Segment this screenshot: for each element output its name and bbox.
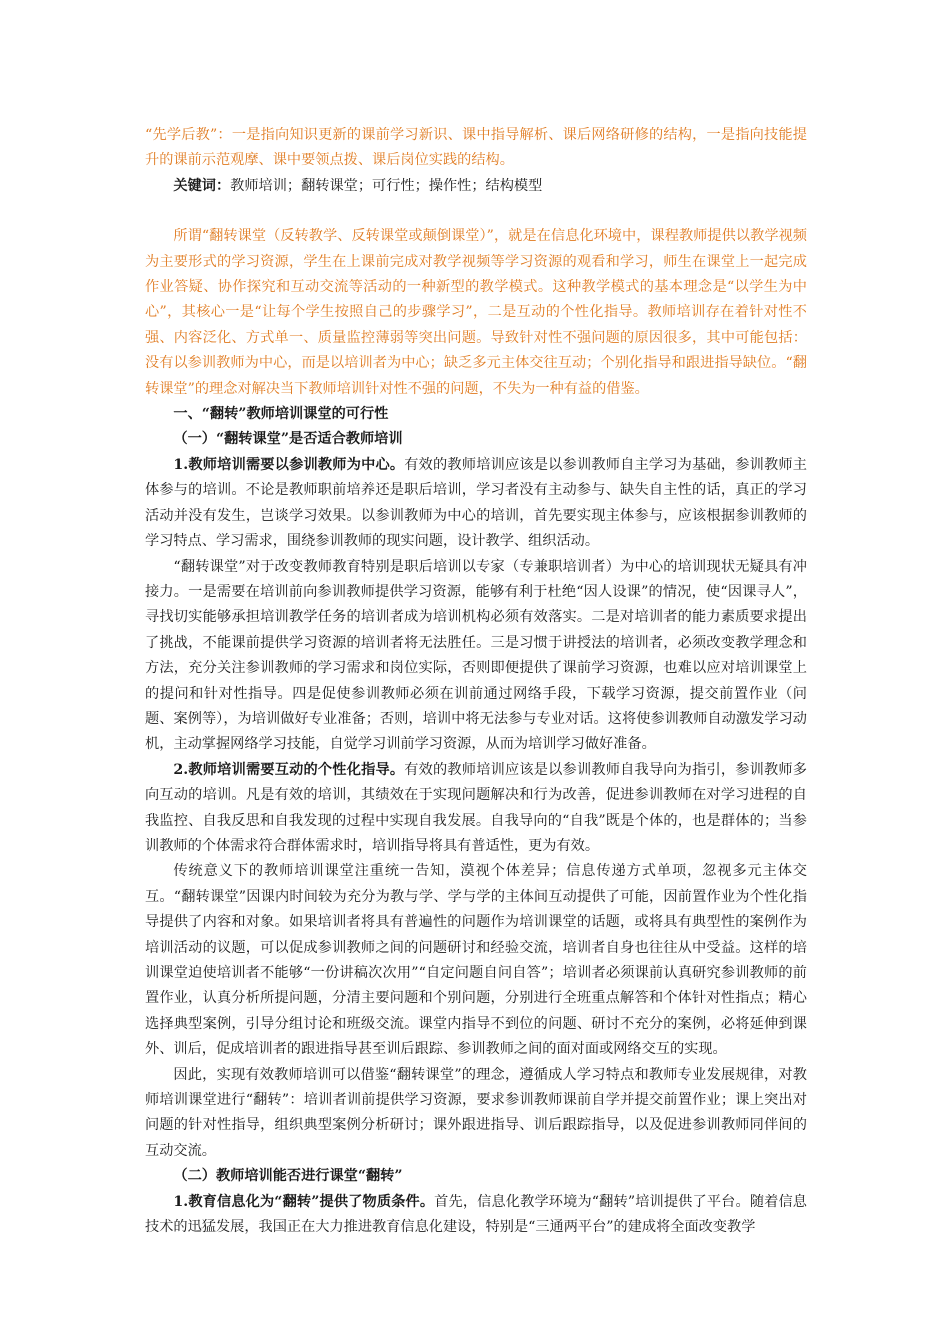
paragraph-3-lead: 2.教师培训需要互动的个性化指导。 (173, 761, 405, 778)
paragraph-6-body: 首先，信息化教学环境为“翻转”培训提供了平台。随着信息技术的迅猛发展，我国正在大力推进教育信息化建设，特别是“三通两平台”的建成将全面改变教学 (145, 1193, 807, 1236)
paragraph-3 (145, 758, 807, 860)
intro-paragraph: 所谓“翻转课堂（反转教学、反转课堂或颠倒课堂）”，就是在信息化环境中，课程教师提供以教学视频为主要形式的学习资源，学生在上课前完成对教学视频等学习资源的观看和学习，师生在课堂上一起完成作业答疑、协作探究和互动交流等活动的一种新型的教学模式。这种教学模式的基本理念是“以学生为中心”，其核心一是“让每个学生按照自己的步骤学习”，二是互动的个性化指导。教师培训存在着针对性不强、内容泛化、方式单一、质量监控薄弱等突出问题。导致针对性不强问题的原因很多，其中可能包括：没有以参训教师为中心，而是以培训者为中心；缺乏多元主体交往互动；个别化指导和跟进指导缺位。“翻转课堂”的理念对解决当下教师培训针对性不强的问题，不失为一种有益的借鉴。 (145, 228, 807, 397)
paragraph-1 (145, 453, 807, 555)
keywords-text: 教师培训；翻转课堂；可行性；操作性；结构模型 (230, 177, 543, 194)
subsection-heading-2: （二）教师培训能否进行课堂“翻转” (173, 1168, 403, 1185)
blank-line (145, 199, 807, 224)
paragraph-6-lead: 1.教育信息化为“翻转”提供了物质条件。 (173, 1193, 435, 1210)
paragraph-2: “翻转课堂”对于改变教师教育特别是职后培训以专家（专兼职培训者）为中心的培训现状无疑具有冲接力。一是需要在培训前向参训教师提供学习资源，能够有利于杜绝“因人设课”的情况，使“因课寻人”，寻找切实能够承担培训教学任务的培训者成为培训机构必须有效落实。二是对培训者的能力素质要求提出了挑战，不能课前提供学习资源的培训者将无法胜任。三是习惯于讲授法的培训者，必须改变教学理念和方法，充分关注参训教师的学习需求和岗位实际，否则即便提供了课前学习资源，也难以应对培训课堂上的提问和针对性指导。四是促使参训教师必须在训前通过网络手段，下载学习资源，提交前置作业（问题、案例等），为培训做好专业准备；否则，培训中将无法参与专业对话。这将使参训教师自动激发学习动机，主动掌握网络学习技能，自觉学习训前学习资源，从而为培训学习做好准备。 (145, 558, 807, 753)
paragraph-3-body: 有效的教师培训应该是以参训教师自我导向为指引，参训教师多向互动的培训。凡是有效的培训，其绩效在于实现问题解决和行为改善，促进参训教师在对学习进程的自我监控、自我反思和自我发现的过程中实现自我发展。自我导向的“自我”既是个体的，也是群体的；当参训教师的个体需求符合群体需求时，培训指导将具有普适性，更为有效。 (145, 761, 807, 854)
paragraph-4: 传统意义下的教师培训课堂注重统一告知，漠视个体差异；信息传递方式单项，忽视多元主体交互。“翻转课堂”因课内时间较为充分为教与学、学与学的主体间互动提供了可能，因前置作业为个性化指导提供了内容和对象。如果培训者将具有普遍性的问题作为培训课堂的话题，或将具有典型性的案例作为培训活动的议题，可以促成参训教师之间的问题研讨和经验交流，培训者自身也往往从中受益。这样的培训课堂迫使培训者不能够“一份讲稿次次用”“自定问题自问自答”；培训者必须课前认真研究参训教师的前置作业，认真分析所提问题，分清主要问题和个别问题，分别进行全班重点解答和个体针对性指点；精心选择典型案例，引导分组讨论和班级交流。课堂内指导不到位的问题、研讨不充分的案例，必将延伸到课外、训后，促成培训者的跟进指导甚至训后跟踪、参训教师之间的面对面或网络交互的实现。 (145, 863, 807, 1058)
section-heading: 一、“翻转”教师培训课堂的可行性 (173, 406, 389, 423)
subsection-heading-1: （一）“翻转课堂”是否适合教师培训 (173, 431, 403, 448)
paragraph-1-body: 有效的教师培训应该是以参训教师自主学习为基础，参训教师主体参与的培训。不论是教师职前培养还是职后培训，学习者没有主动参与、缺失自主性的话，真正的学习活动并没有发生，岂谈学习效果。以参训教师为中心的培训，首先要实现主体参与，应该根据参训教师的学习特点、学习需求，围绕参训教师的现实问题，设计教学、组织活动。 (145, 456, 807, 550)
keywords-label: 关键词： (173, 177, 231, 194)
paragraph-6 (145, 1190, 807, 1241)
abstract-tail: “先学后教”：一是指向知识更新的课前学习新识、课中指导解析、课后网络研修的结构，一是指向技能提升的课前示范观摩、课中要领点拨、课后岗位实践的结构。 (145, 127, 807, 169)
keywords-line (145, 174, 807, 199)
document-page (145, 123, 807, 1240)
paragraph-5: 因此，实现有效教师培训可以借鉴“翻转课堂”的理念，遵循成人学习特点和教师专业发展规律，对教师培训课堂进行“翻转”：培训者训前提供学习资源，要求参训教师课前自学并提交前置作业；课上突出对问题的针对性指导，组织典型案例分析研讨；课外跟进指导、训后跟踪指导，以及促进参训教师同伴间的互动交流。 (145, 1066, 807, 1159)
paragraph-1-lead: 1.教师培训需要以参训教师为中心。 (173, 456, 405, 473)
